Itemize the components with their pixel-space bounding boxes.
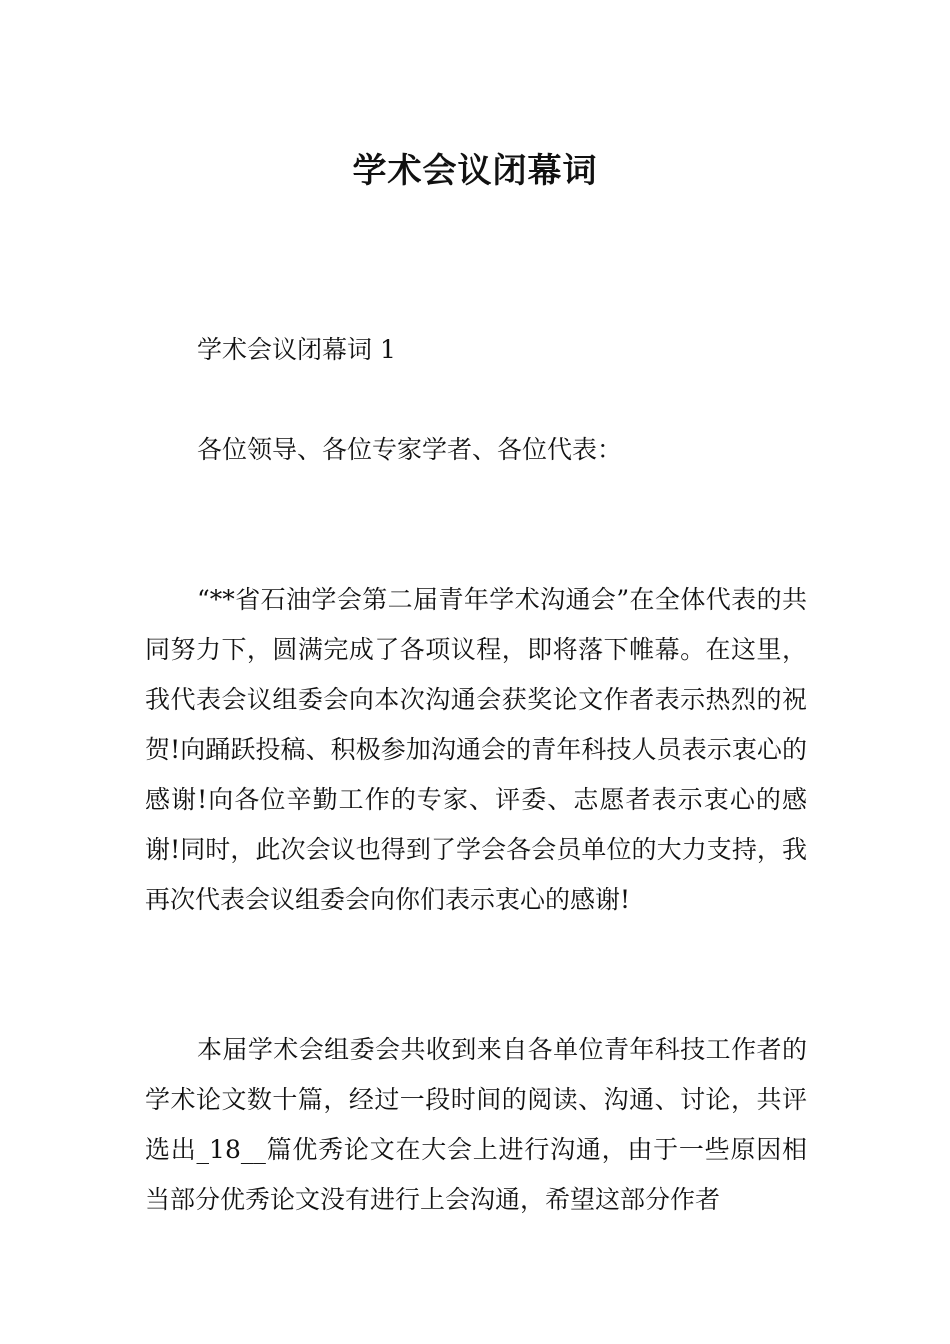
paragraph-1: “**省石油学会第二届青年学术沟通会”在全体代表的共同努力下，圆满完成了各项议程，即将落下帷幕。在这里，我代表会议组委会向本次沟通会获奖论文作者表示热烈的祝贺!向踊跃投稿、积极参加沟通会的青年科技人员表示衷心的感谢!向各位辛勤工作的专家、评委、志愿者表示衷心的感谢!同时，此次会议也得到了学会各会员单位的大力支持，我再次代表会议组委会向你们表示衷心的感谢! bbox=[145, 585, 807, 914]
salutation: 各位领导、各位专家学者、各位代表： bbox=[197, 435, 623, 464]
document-title: 学术会议闭幕词 bbox=[352, 150, 598, 191]
section-heading: 学术会议闭幕词 1 bbox=[197, 335, 396, 364]
paragraph-2: 本届学术会组委会共收到来自各单位青年科技工作者的学术论文数十篇，经过一段时间的阅读、沟通、讨论，共评选出_18__篇优秀论文在大会上进行沟通，由于一些原因相当部分优秀论文没有进行上会沟通，希望这部分作者 bbox=[145, 1035, 807, 1214]
